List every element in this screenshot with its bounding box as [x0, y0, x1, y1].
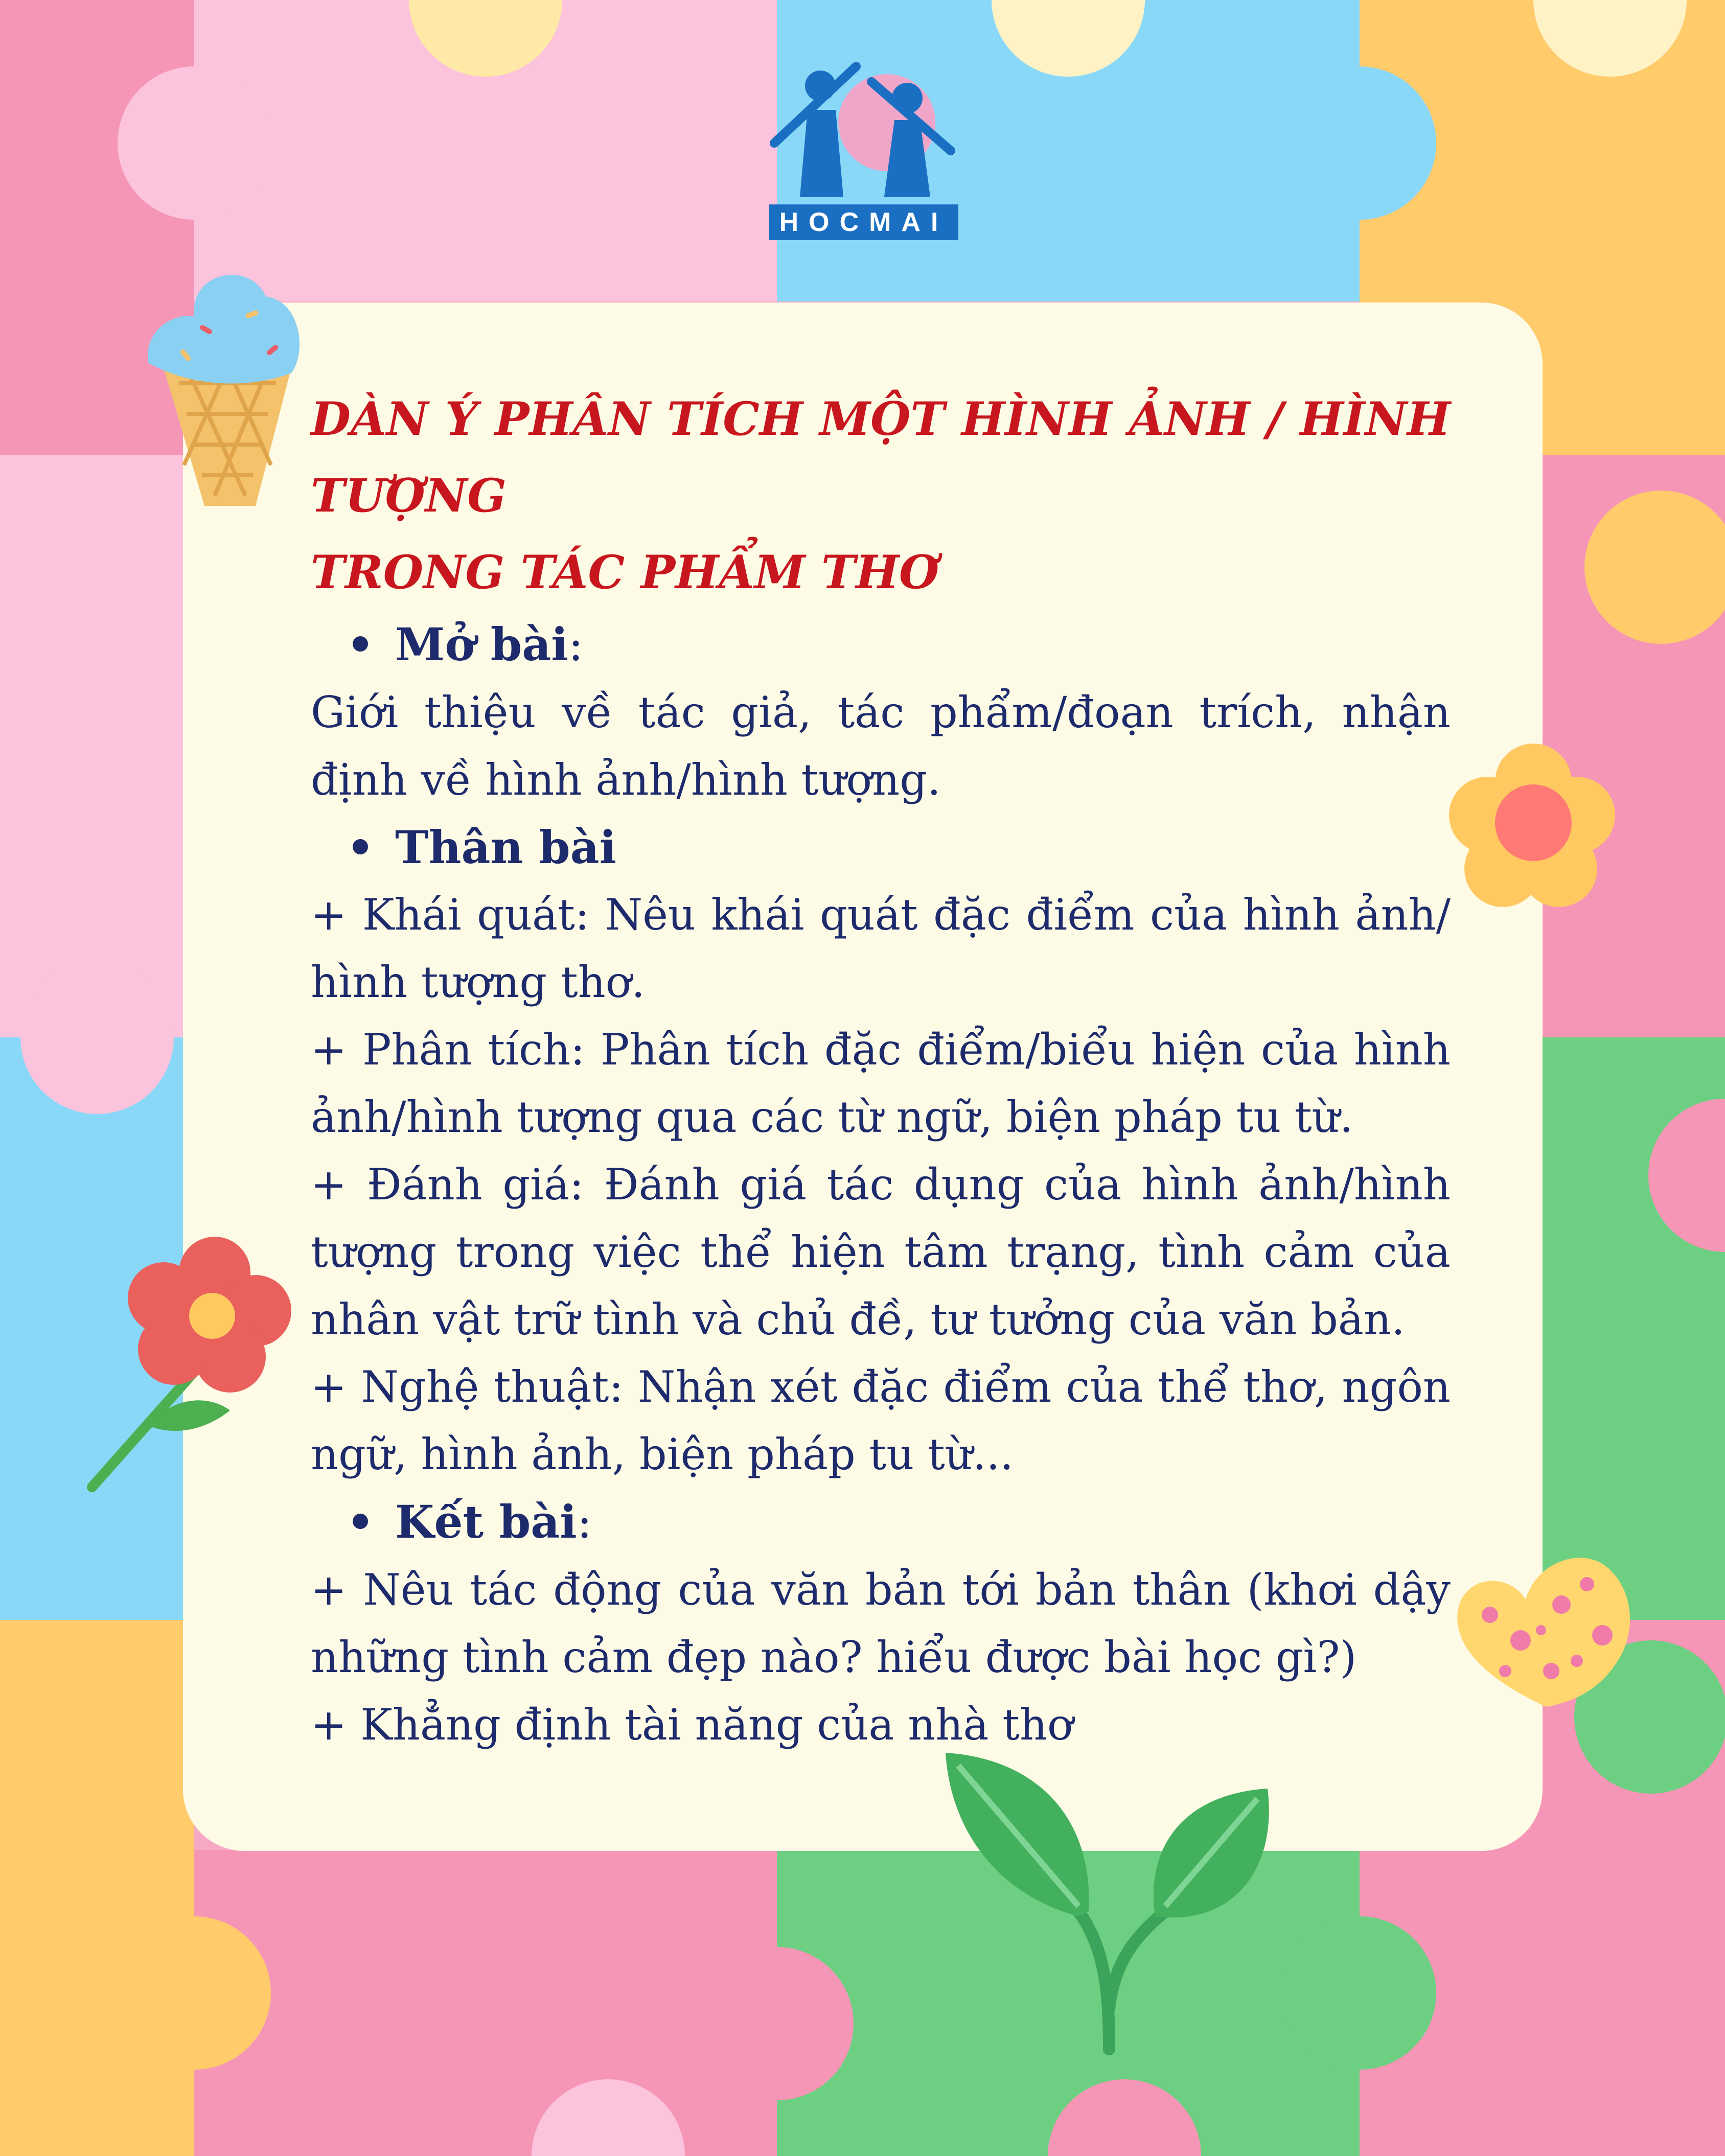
hocmai-logo-figures [769, 61, 958, 210]
dotted-heart-icon [1449, 1543, 1643, 1712]
than-bai-item: + Nghệ thuật: Nhận xét đặc điểm của thể thơ, ngôn ngữ, hình ảnh, biện pháp tu từ... [311, 1362, 1451, 1479]
section-heading-than-bai [311, 814, 1451, 881]
heading-colon: : [577, 1496, 592, 1548]
ket-bai-item: + Nêu tác động của văn bản tới bản thân (khơi dậy những tình cảm đẹp nào? hiểu được bài học gì?) [311, 1565, 1451, 1682]
outline-content [311, 381, 1451, 1758]
heading-text: Mở bài [395, 618, 568, 671]
mo-bai-text: Giới thiệu về tác giả, tác phẩm/đoạn trích, nhận định về hình ảnh/hình tượng. [311, 687, 1451, 805]
heading-colon: : [568, 618, 584, 671]
heading-text: Kết bài [395, 1495, 577, 1548]
than-bai-item: + Đánh giá: Đánh giá tác dụng của hình ảnh/hình tượng trong việc thể hiện tâm trạng, tình cảm của nhân vật trữ tình và chủ đề, tư tưởng của văn bản. [311, 1160, 1451, 1344]
logo-text: HOCMAI [769, 204, 958, 240]
than-bai-item: + Khái quát: Nêu khái quát đặc điểm của hình ảnh/ hình tượng thơ. [311, 890, 1451, 1007]
sprout-icon [940, 1743, 1278, 2059]
orange-flower-icon [1446, 741, 1620, 915]
page-title [311, 381, 1451, 611]
title-line-2: TRONG TÁC PHẨM THƠ [311, 545, 939, 599]
title-line-1: DÀN Ý PHÂN TÍCH MỘT HÌNH ẢNH / HÌNH TƯỢNG [311, 392, 1451, 523]
hocmai-logo[interactable] [769, 61, 958, 240]
ket-bai-item: + Khẳng định tài năng của nhà thơ [311, 1700, 1073, 1750]
heading-text: Thân bài [395, 821, 617, 874]
section-heading-ket-bai [311, 1488, 1451, 1556]
than-bai-item: + Phân tích: Phân tích đặc điểm/biểu hiện của hình ảnh/hình tượng qua các từ ngữ, biện pháp tu từ. [311, 1025, 1451, 1142]
red-flower-icon [77, 1226, 291, 1497]
ice-cream-icon [138, 250, 312, 516]
section-heading-mo-bai [311, 611, 1451, 679]
